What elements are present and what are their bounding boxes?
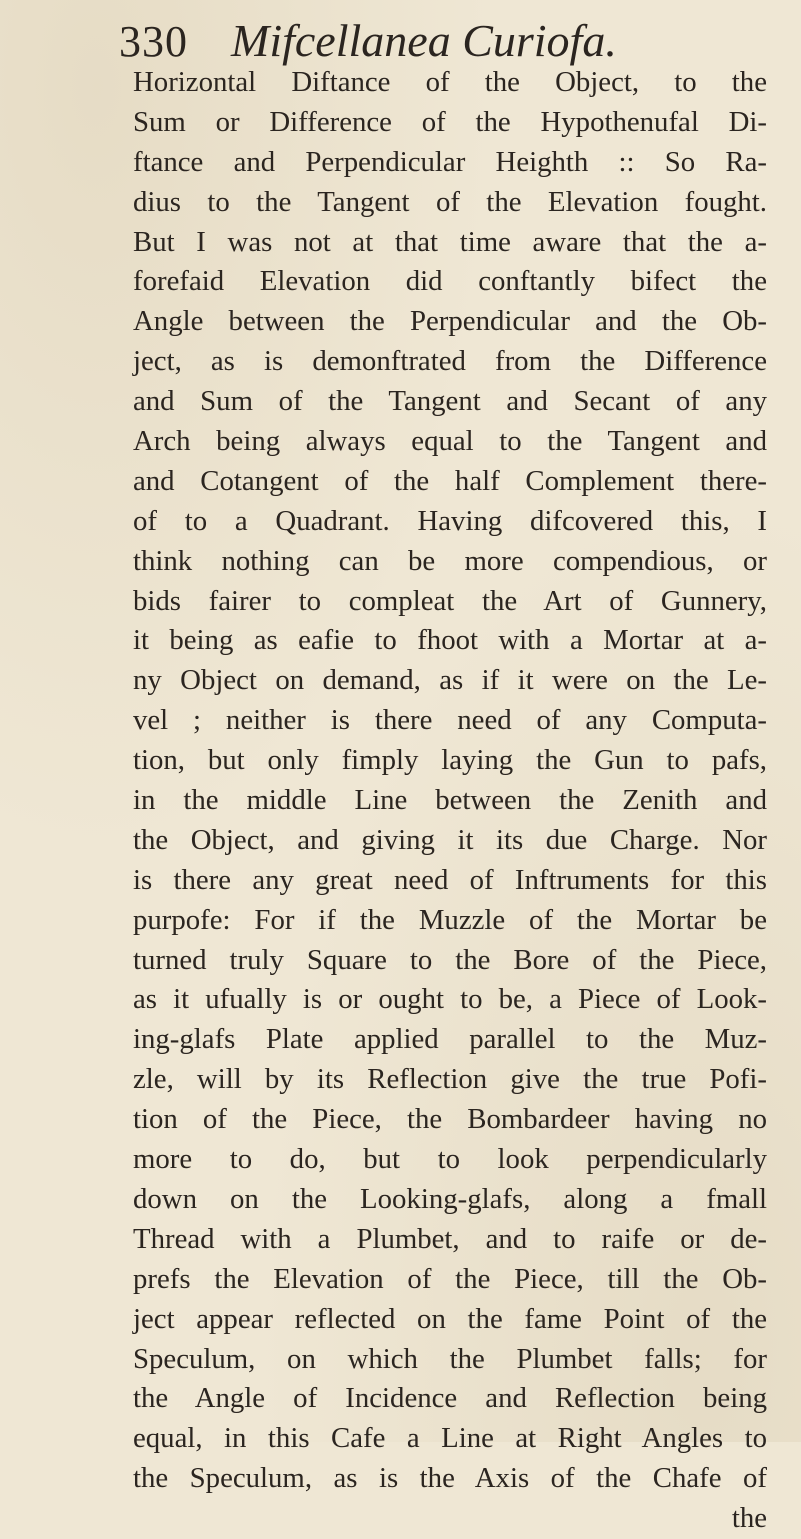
text-line: down on the Looking-glafs, along a fmall <box>133 1182 767 1215</box>
running-title: Mifcellanea Curiofa. <box>231 15 617 66</box>
text-line: Angle between the Perpendicular and the Ob- <box>133 305 767 338</box>
text-line: Sum or Difference of the Hypothenufal Di- <box>133 105 767 138</box>
text-line: as it ufually is or ought to be, a Piece of Look- <box>133 983 767 1016</box>
text-line: more to do, but to look perpendicularly <box>133 1143 767 1176</box>
catchword: the <box>731 1502 767 1535</box>
text-line: in the middle Line between the Zenith and <box>133 784 767 817</box>
text-line: of to a Quadrant. Having difcovered this, I <box>133 504 767 537</box>
text-line: tion of the Piece, the Bombardeer having no <box>133 1103 767 1136</box>
text-line: purpofe: For if the Muzzle of the Mortar be <box>133 903 767 936</box>
body-text <box>133 63 767 1539</box>
text-line: vel ; neither is there need of any Computa- <box>133 704 767 737</box>
text-line: the Angle of Incidence and Reflection being <box>133 1382 767 1415</box>
page-number: 330 <box>119 17 188 66</box>
text-line: ny Object on demand, as if it were on the Le- <box>133 664 767 697</box>
text-line: it being as eafie to fhoot with a Mortar at a- <box>133 624 767 657</box>
text-line: the Speculum, as is the Axis of the Chafe of <box>133 1462 767 1495</box>
running-head <box>119 14 761 66</box>
text-line: ing-glafs Plate applied parallel to the Muz- <box>133 1023 767 1056</box>
text-line: tion, but only fimply laying the Gun to pafs, <box>133 744 767 777</box>
text-line: ftance and Perpendicular Heighth :: So Ra- <box>133 145 767 178</box>
text-line: is there any great need of Inftruments for this <box>133 863 767 896</box>
text-line: Speculum, on which the Plumbet falls; for <box>133 1342 767 1375</box>
text-line: ject appear reflected on the fame Point of the <box>133 1302 767 1335</box>
text-line: forefaid Elevation did conftantly bifect the <box>133 265 767 298</box>
text-line: and Cotangent of the half Complement there- <box>133 464 767 497</box>
text-line: Arch being always equal to the Tangent and <box>133 425 767 458</box>
text-line: turned truly Square to the Bore of the Piece, <box>133 943 767 976</box>
text-line: equal, in this Cafe a Line at Right Angles to <box>133 1422 767 1455</box>
text-line: Horizontal Diftance of the Object, to the <box>133 66 767 98</box>
text-line: zle, will by its Reflection give the true Pofi- <box>133 1063 767 1096</box>
text-line: dius to the Tangent of the Elevation fought. <box>133 185 767 218</box>
text-line: and Sum of the Tangent and Secant of any <box>133 385 767 418</box>
text-line: But I was not at that time aware that the a- <box>133 225 767 258</box>
text-line: think nothing can be more compendious, or <box>133 544 767 577</box>
text-line: bids fairer to compleat the Art of Gunnery, <box>133 584 767 617</box>
text-line: ject, as is demonftrated from the Difference <box>133 345 767 378</box>
text-line: the Object, and giving it its due Charge. Nor <box>133 823 767 856</box>
text-line: Thread with a Plumbet, and to raife or de- <box>133 1222 767 1255</box>
text-line: prefs the Elevation of the Piece, till the Ob- <box>133 1262 767 1295</box>
